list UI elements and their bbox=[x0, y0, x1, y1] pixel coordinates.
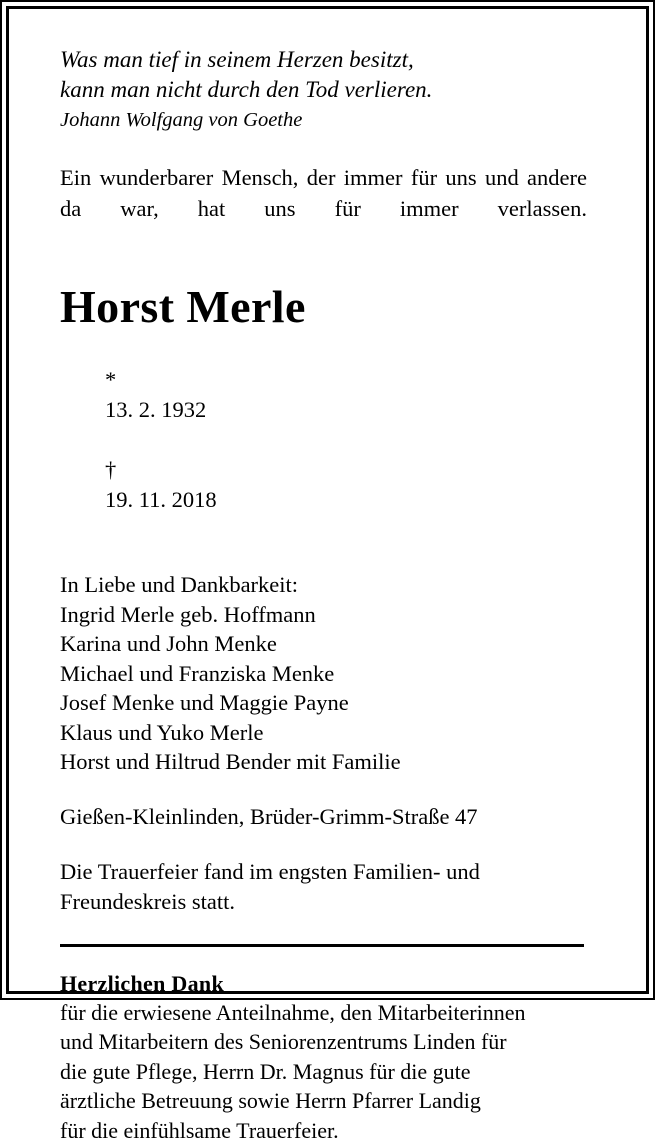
notice-inner-frame bbox=[6, 6, 649, 994]
death-symbol: † bbox=[105, 457, 116, 482]
quote-line-1: Was man tief in seinem Herzen besitzt, bbox=[60, 45, 588, 75]
quote-line-2: kann man nicht durch den Tod verlieren. bbox=[60, 75, 588, 105]
deceased-name: Horst Merle bbox=[60, 281, 588, 333]
death-date: 19. 11. 2018 bbox=[105, 487, 217, 512]
thanks-section bbox=[60, 969, 588, 1145]
notice-content bbox=[60, 45, 588, 991]
birth-symbol: * bbox=[105, 367, 116, 392]
ceremony-line-1: Die Trauerfeier fand im engsten Familien- und bbox=[60, 857, 560, 887]
list-item: Horst und Hiltrud Bender mit Familie bbox=[60, 747, 588, 777]
section-divider bbox=[60, 944, 584, 947]
thanks-line-4: ärztliche Betreuung sowie Herrn Pfarrer Landig bbox=[60, 1086, 588, 1116]
thanks-heading: Herzlichen Dank bbox=[60, 969, 588, 998]
epitaph-quote bbox=[60, 45, 588, 135]
life-dates bbox=[60, 335, 588, 545]
quote-author: Johann Wolfgang von Goethe bbox=[60, 106, 588, 135]
birth-date: 13. 2. 1932 bbox=[105, 397, 206, 422]
mourners-intro: In Liebe und Dankbarkeit: bbox=[60, 570, 588, 600]
address-line: Gießen-Kleinlinden, Brüder-Grimm-Straße 47 bbox=[60, 802, 588, 832]
list-item: Ingrid Merle geb. Hoffmann bbox=[60, 600, 588, 630]
list-item: Karina und John Menke bbox=[60, 629, 588, 659]
list-item: Klaus und Yuko Merle bbox=[60, 718, 588, 748]
thanks-line-5: für die einfühlsame Trauerfeier. bbox=[60, 1116, 588, 1145]
ceremony-line-2: Freundeskreis statt. bbox=[60, 887, 560, 917]
list-item: Josef Menke und Maggie Payne bbox=[60, 688, 588, 718]
mourners-list bbox=[60, 570, 588, 777]
thanks-line-1: für die erwiesene Anteilnahme, den Mitarbeiterinnen bbox=[60, 998, 588, 1028]
list-item: Michael und Franziska Menke bbox=[60, 659, 588, 689]
thanks-line-2: und Mitarbeitern des Seniorenzentrums Linden für bbox=[60, 1027, 588, 1057]
thanks-line-3: die gute Pflege, Herrn Dr. Magnus für die gute bbox=[60, 1057, 588, 1087]
ceremony-note bbox=[60, 857, 560, 917]
intro-paragraph: Ein wunderbarer Mensch, der immer für uns und andere da war, hat uns für immer verlassen. bbox=[60, 162, 587, 255]
